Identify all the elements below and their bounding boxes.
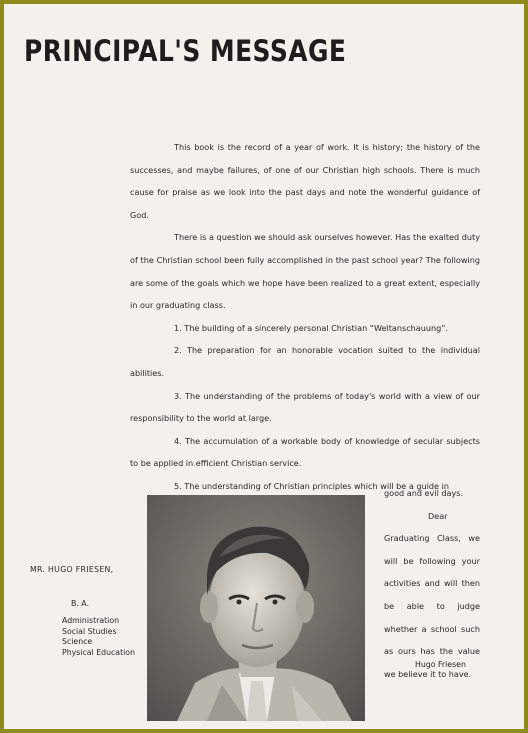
page-title: PRINCIPAL'S MESSAGE — [24, 34, 347, 68]
subject-item: Social Studies — [62, 626, 117, 636]
message-continuation — [384, 482, 480, 685]
portrait-illustration — [147, 495, 365, 721]
principal-name-caption: MR. HUGO FRIESEN, — [30, 565, 114, 574]
goal-4: 4. The accumulation of a workable body of knowledge of secular subjects to be applied in efficient Christian service. — [130, 435, 480, 469]
principal-degree: B. A. — [71, 599, 89, 608]
signature: Hugo Friesen — [415, 660, 466, 669]
goal-1: 1. The building of a sincerely personal Christian “Weltanschauung”. — [174, 322, 449, 333]
goal-5: 5. The understanding of Christian principles which will be a guide in — [174, 480, 449, 491]
question-paragraph: There is a question we should ask ourselves however. Has the exalted duty of the Christian school been fully accomplished in the past school year? The following are some of the goals which we hope have been realized to a great extent, especially in our graduating class. — [130, 232, 480, 311]
goal-3: 3. The understanding of the problems of today's world with a view of our responsibility to the world at large. — [130, 390, 480, 424]
intro-paragraph: This book is the record of a year of work. It is history; the history of the successes, and maybe failures, of one of our Christian high schools. There is much cause for praise as we look into the past days and note the wonderful guidance of God. — [130, 142, 480, 220]
subject-item: Administration — [62, 616, 120, 625]
subject-item: Science — [62, 637, 93, 646]
goal-2: 2. The preparation for an honorable vocation suited to the individual abilities. — [130, 345, 480, 378]
message-body — [130, 136, 480, 498]
closing-paragraph: Dear Graduating Class, we will be following your activities and will then be able to judge whether a school such as ours has the value we believe it to have. — [384, 510, 480, 679]
goal-5-continuation: good and evil days. — [384, 488, 464, 498]
principal-portrait-photo — [147, 495, 365, 721]
subject-item: Physical Education — [62, 647, 136, 657]
subjects-list — [62, 616, 135, 658]
